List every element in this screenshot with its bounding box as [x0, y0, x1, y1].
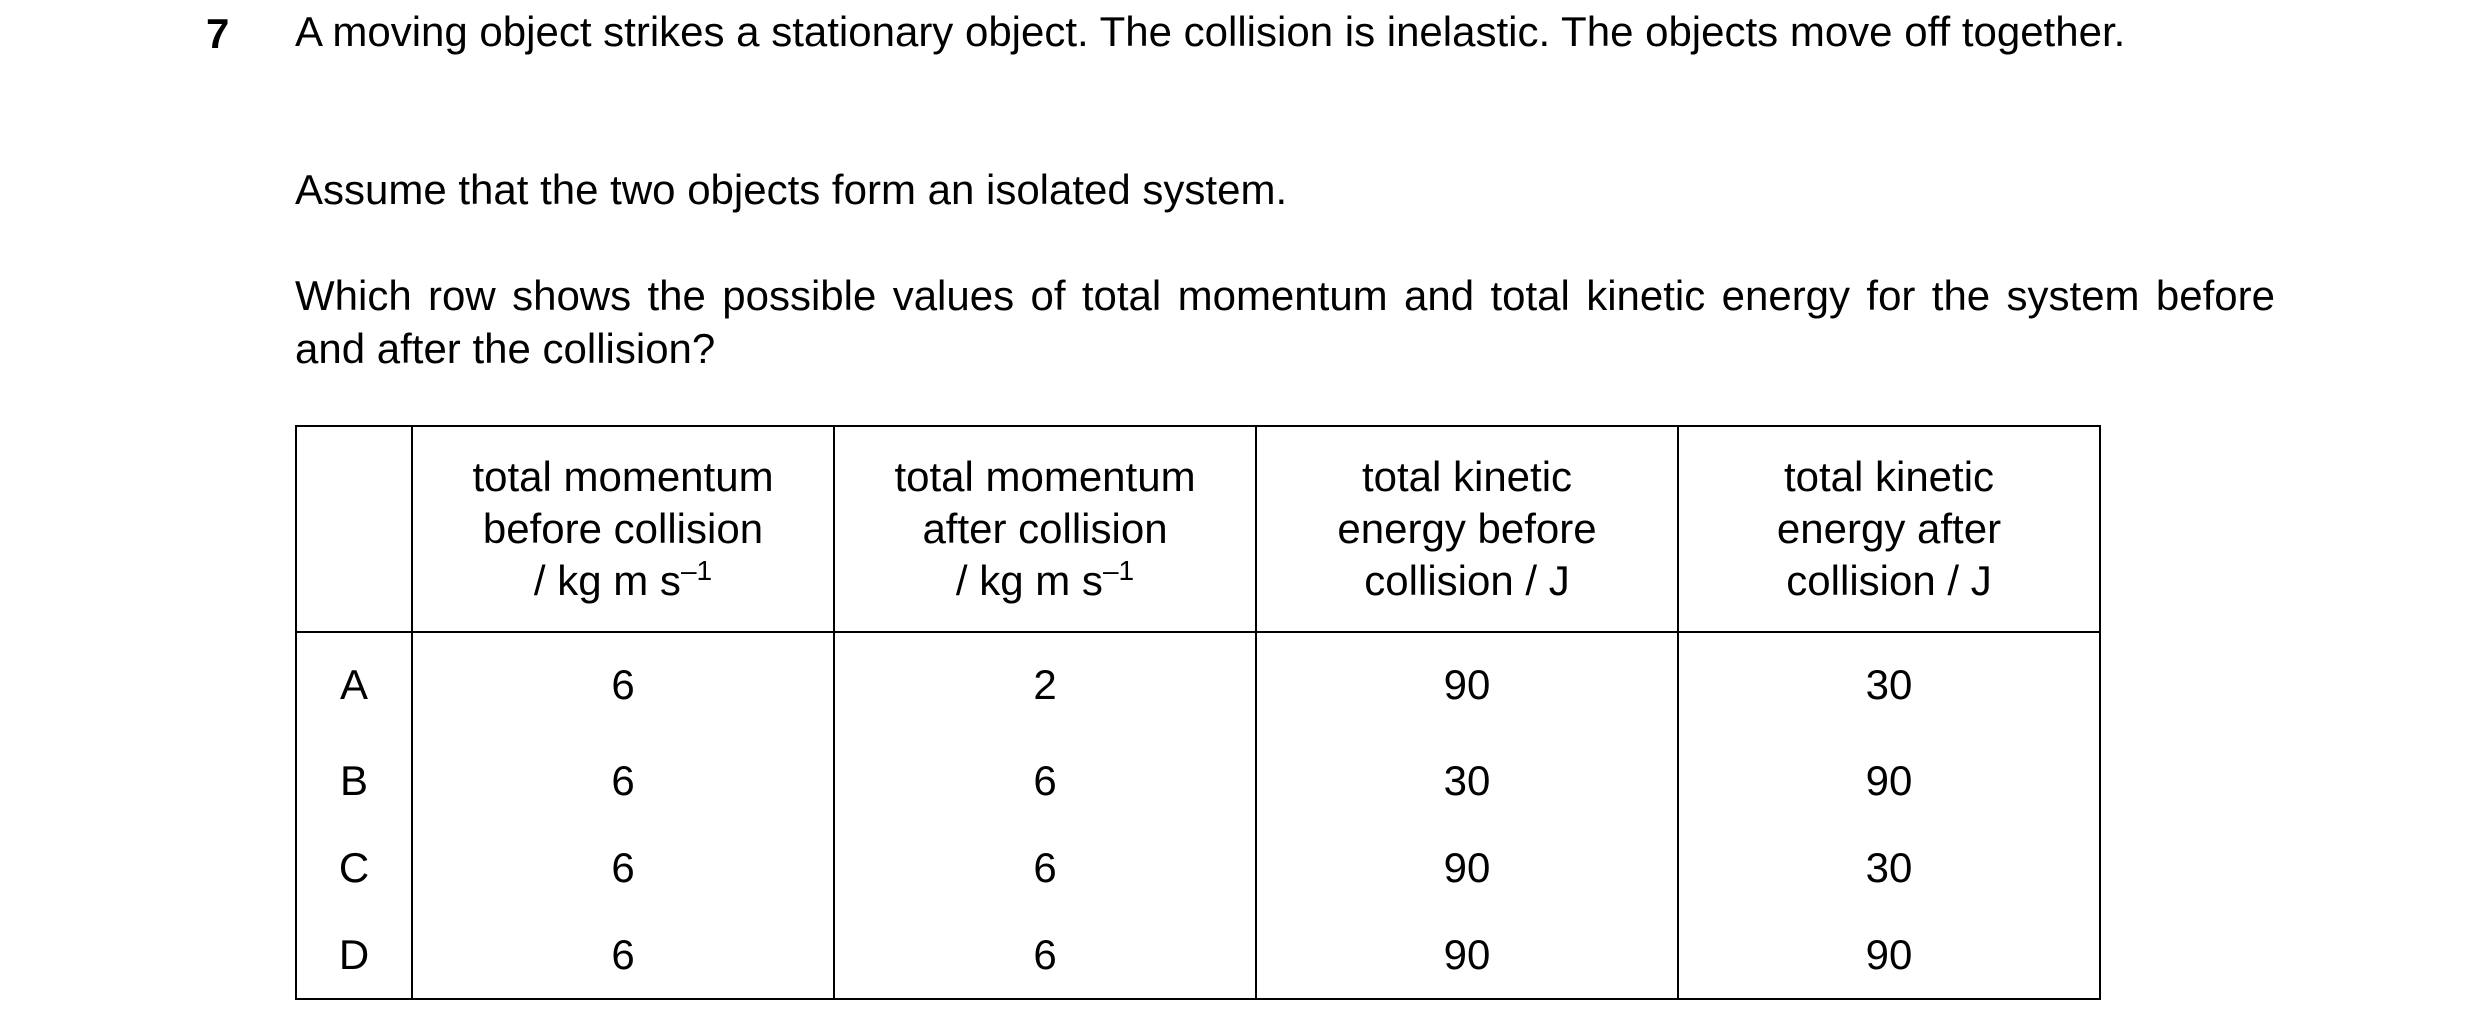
header-line: after collision [922, 505, 1168, 552]
header-unit-exponent: –1 [1102, 555, 1135, 586]
table-row-option-a [296, 632, 2100, 737]
question-number: 7 [206, 10, 230, 57]
ke-before-value: 90 [1256, 824, 1678, 911]
header-unit-text: / kg m s [955, 557, 1103, 604]
header-line: before collision [482, 505, 764, 552]
momentum-before-value: 6 [412, 632, 834, 737]
header-line: collision / J [1786, 557, 1992, 604]
momentum-after-value: 6 [834, 737, 1256, 824]
ke-before-value: 30 [1256, 737, 1678, 824]
option-letter: D [296, 911, 412, 999]
header-line: total kinetic [1361, 453, 1573, 500]
header-cell-empty [296, 426, 412, 632]
table-row-option-b [296, 737, 2100, 824]
header-cell-momentum-after [834, 426, 1256, 632]
header-line: energy before [1337, 505, 1597, 552]
option-letter: C [296, 824, 412, 911]
header-line: total momentum [472, 453, 774, 500]
question-paragraph-1: A moving object strikes a stationary object. The collision is inelastic. The objects move off together. [295, 8, 2126, 55]
header-unit-text: / kg m s [533, 557, 681, 604]
option-letter: B [296, 737, 412, 824]
ke-after-value: 30 [1678, 824, 2100, 911]
question-paragraph-2: Assume that the two objects form an isolated system. [295, 166, 1288, 213]
momentum-after-value: 6 [834, 824, 1256, 911]
header-line: energy after [1776, 505, 2002, 552]
header-unit [835, 555, 1255, 607]
question-paragraph-3: Which row shows the possible values of total momentum and total kinetic energy for the system before and after the collision? [295, 272, 2275, 372]
momentum-before-value: 6 [412, 911, 834, 999]
header-cell-ke-before [1256, 426, 1678, 632]
ke-before-value: 90 [1256, 632, 1678, 737]
header-unit [413, 555, 833, 607]
table-header-row [296, 426, 2100, 632]
momentum-before-value: 6 [412, 824, 834, 911]
momentum-after-value: 6 [834, 911, 1256, 999]
header-cell-ke-after [1678, 426, 2100, 632]
header-line: total kinetic [1783, 453, 1995, 500]
header-line: collision / J [1364, 557, 1570, 604]
answer-table [295, 425, 2101, 1000]
option-letter: A [296, 632, 412, 737]
ke-after-value: 90 [1678, 737, 2100, 824]
ke-after-value: 30 [1678, 632, 2100, 737]
momentum-before-value: 6 [412, 737, 834, 824]
header-line: total momentum [894, 453, 1196, 500]
ke-after-value: 90 [1678, 911, 2100, 999]
table-row-option-d [296, 911, 2100, 999]
ke-before-value: 90 [1256, 911, 1678, 999]
header-cell-momentum-before [412, 426, 834, 632]
header-unit-exponent: –1 [680, 555, 713, 586]
momentum-after-value: 2 [834, 632, 1256, 737]
table-row-option-c [296, 824, 2100, 911]
